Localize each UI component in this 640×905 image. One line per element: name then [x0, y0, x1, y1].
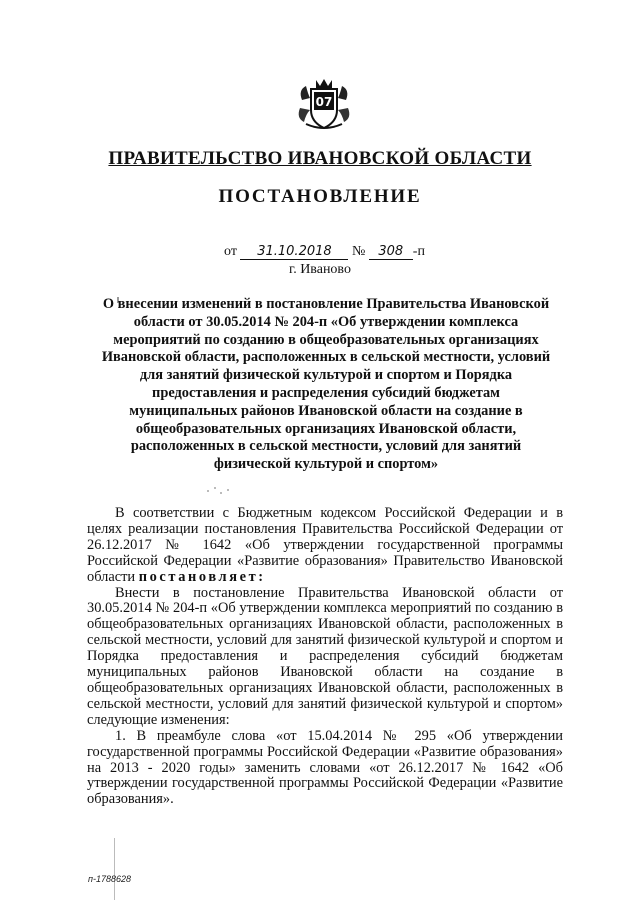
document-subject: О внесении изменений в постановление Правительства Ивановской области от 30.05.2014 № 204-п «Об утверждении комплекса мероприятий по созданию в общеобразовательных организациях Ивановской области, расположенных в сельской местности, условий для занятий физической культурой и спортом и Порядка предоставления и распределения субсидий бюджетам муниципальных районов Ивановской области на создание в общеобразовательных организациях Ивановской области, расположенных в сельской местности, условий для занятий физической культурой и спортом» — [101, 296, 551, 473]
footer-code: п-1788628 — [88, 874, 131, 884]
date-number-line — [224, 244, 425, 260]
resolves-word: постановляет: — [138, 568, 266, 585]
handwritten-date: 31.10.2018 — [240, 244, 348, 260]
number-label: № — [351, 244, 366, 259]
organization-title: ПРАВИТЕЛЬСТВО ИВАНОВСКОЙ ОБЛАСТИ — [108, 148, 532, 169]
amendment-paragraph: Внести в постановление Правительства Ивановской области от 30.05.2014 № 204-п «Об утверждении комплекса мероприятий по созданию в общеобразовательных организациях Ивановской области, расположенных в сельской местности, условий для занятий физической культурой и спортом и Порядка предоставления и распределения субсидий бюджетам муниципальных районов Ивановской области на создание в общеобразовательных организациях Ивановской области, расположенных в сельской местности, условий для занятий физической культурой и спортом» следующие изменения: — [87, 584, 563, 728]
from-label: от — [224, 244, 237, 259]
item-1-paragraph: 1. В преамбуле слова «от 15.04.2014 № 295 «Об утверждении государственной программы Российской Федерации «Развитие образования» на 2013 - 2020 годы» заменить словами «от 26.12.2017 № 1642 «Об утверждении государственной программы Российской Федерации «Развитие образования». — [87, 727, 563, 808]
preamble-paragraph — [87, 506, 563, 586]
number-suffix: -п — [412, 244, 425, 259]
preamble-text: В соответствии с Бюджетным кодексом Российской Федерации и в целях реализации постановления Правительства Российской Федерации от 26.12.2017 № 1642 «Об утверждении государственной программы Российской Федерации «Развитие образования» Правительство Ивановской области — [87, 505, 563, 585]
document-body — [87, 506, 563, 808]
scan-artifact — [205, 486, 235, 496]
coat-of-arms-emblem — [296, 78, 352, 130]
handwritten-number: 308 — [369, 244, 413, 260]
margin-line — [114, 838, 115, 900]
city: г. Иваново — [289, 262, 351, 277]
emblem-text: 07 — [315, 95, 333, 109]
document-type: ПОСТАНОВЛЕНИЕ — [218, 186, 422, 207]
